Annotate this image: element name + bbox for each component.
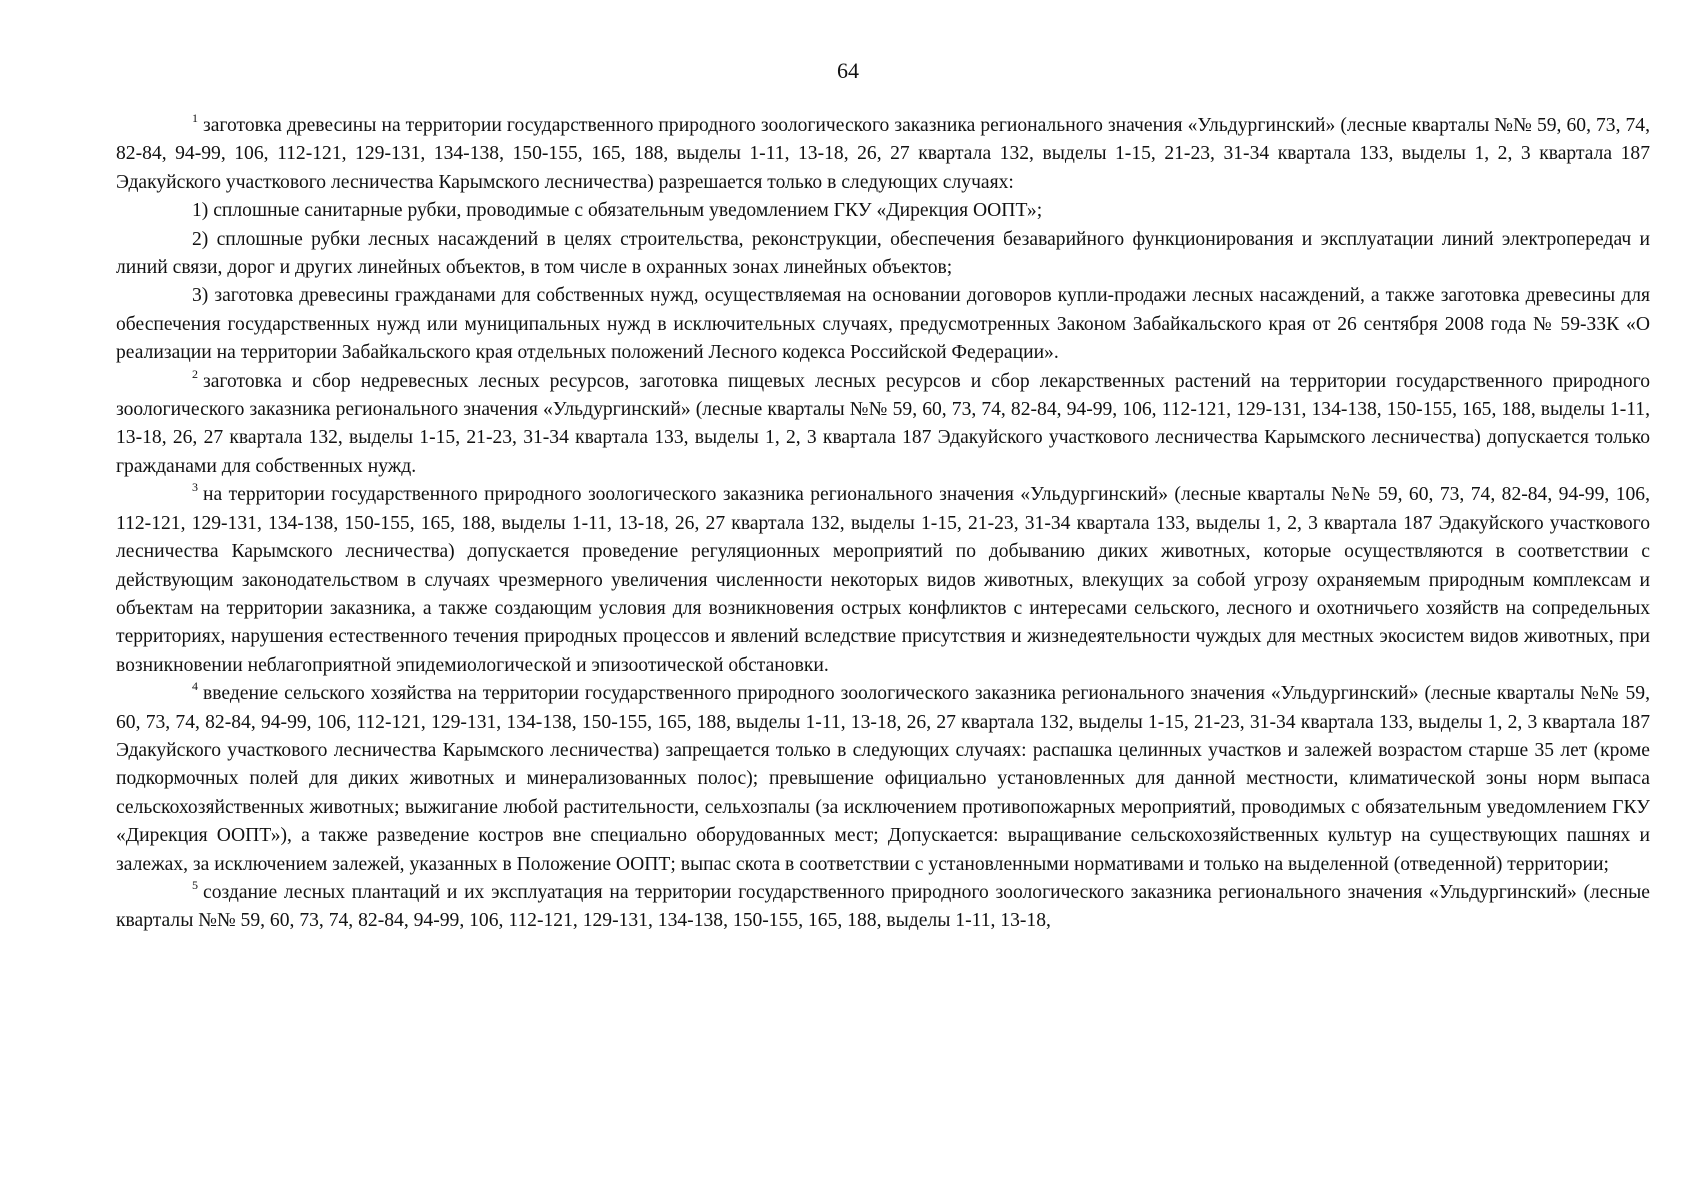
page-number: 64 [837,58,859,83]
footnote-marker: 3 [192,480,198,495]
list-item-text: 2) сплошные рубки лесных насаждений в целях строительства, реконструкции, обеспечения безаварийного функционирования и эксплуатации линий электропередач и линий связи, дорог и других линейных объектов, в том числе в охранных зонах линейных объектов; [116,228,1650,279]
footnote-text: заготовка и сбор недревесных лесных ресурсов, заготовка пищевых лесных ресурсов и сбор лекарственных растений на территории государственного природного зоологического заказника регионального значения «Ульдургинский» (лесные кварталы №№ 59, 60, 73, 74, 82-84, 94-99, 106, 112-121, 129-131, 134-138, 150-155, 165, 188, выделы 1-11, 13-18, 26, 27 квартала 132, выделы 1-15, 21-23, 31-34 квартала 133, выделы 1, 2, 3 квартала 187 Эдакуйского участкового лесничества Карымского лесничества) допускается только гражданами для собственных нужд. [116,370,1650,477]
footnote-paragraph [116,680,1650,879]
list-item-text: 1) сплошные санитарные рубки, проводимые с обязательным уведомлением ГКУ «Дирекция ООПТ»; [192,200,1043,222]
footnote-paragraph [116,879,1650,936]
footnote-marker: 1 [192,111,198,125]
footnote-marker: 5 [192,877,198,892]
list-item [116,282,1650,367]
footnote-paragraph [116,368,1650,482]
footnote-text: введение сельского хозяйства на территории государственного природного зоологического заказника регионального значения «Ульдургинский» (лесные кварталы №№ 59, 60, 73, 74, 82-84, 94-99, 106, 112-121, 129-131, 134-138, 150-155, 165, 188, выделы 1-11, 13-18, 26, 27 квартала 132, выделы 1-15, 21-23, 31-34 квартала 133, выделы 1, 2, 3 квартала 187 Эдакуйского участкового лесничества Карымского лесничества) запрещается только в следующих случаях: распашка целинных участков и залежей возрастом старше 35 лет (кроме подкормочных полей для диких животных и минерализованных полос); превышение официально установленных для данной местности, климатической зоны норм выпаса сельскохозяйственных животных; выжигание любой растительности, сельхозпалы (за исключением противопожарных мероприятий, проводимых с обязательным уведомлением ГКУ «Дирекция ООПТ»), а также разведение костров вне специально оборудованных мест; Допускается: выращивание сельскохозяйственных культур на существующих пашнях и залежах, за исключением залежей, указанных в Положение ООПТ; выпас скота в соответствии с установленными нормативами и только на выделенной (отведенной) территории; [116,683,1650,875]
footnote-text: на территории государственного природного зоологического заказника регионального значения «Ульдургинский» (лесные кварталы №№ 59, 60, 73, 74, 82-84, 94-99, 106, 112-121, 129-131, 134-138, 150-155, 165, 188, выделы 1-11, 13-18, 26, 27 квартала 132, выделы 1-15, 21-23, 31-34 квартала 133, выделы 1, 2, 3 квартала 187 Эдакуйского участкового лесничества Карымского лесничества) допускается проведение регуляционных мероприятий по добыванию диких животных, которые осуществляются в соответствии с действующим законодательством в случаях чрезмерного увеличения численности некоторых видов животных, влекущих за собой угрозу охраняемым природным комплексам и объектам на территории заказника, а также создающим условия для возникновения острых конфликтов с интересами сельского, лесного и охотничьего хозяйств на сопредельных территориях, нарушения естественного течения природных процессов и явлений вследствие присутствия и жизнедеятельности чуждых для местных экосистем видов животных, при возникновении неблагоприятной эпидемиологической и эпизоотической обстановки. [116,484,1650,676]
footnotes-body [116,112,1650,936]
footnote-text: создание лесных плантаций и их эксплуатация на территории государственного природного зоологического заказника регионального значения «Ульдургинский» (лесные кварталы №№ 59, 60, 73, 74, 82-84, 94-99, 106, 112-121, 129-131, 134-138, 150-155, 165, 188, выделы 1-11, 13-18, [116,881,1650,932]
footnote-paragraph [116,481,1650,680]
list-item [116,226,1650,283]
footnote-marker: 2 [192,366,198,381]
footnote-text: заготовка древесины на территории государственного природного зоологического заказника регионального значения «Ульдургинский» (лесные кварталы №№ 59, 60, 73, 74, 82-84, 94-99, 106, 112-121, 129-131, 134-138, 150-155, 165, 188, выделы 1-11, 13-18, 26, 27 квартала 132, выделы 1-15, 21-23, 31-34 квартала 133, выделы 1, 2, 3 квартала 187 Эдакуйского участкового лесничества Карымского лесничества) разрешается только в следующих случаях: [116,115,1650,193]
footnote-marker: 4 [192,679,198,694]
list-item [116,197,1650,225]
footnote-paragraph [116,112,1650,197]
list-item-text: 3) заготовка древесины гражданами для собственных нужд, осуществляемая на основании договоров купли-продажи лесных насаждений, а также заготовка древесины для обеспечения государственных нужд или муниципальных нужд в исключительных случаях, предусмотренных Законом Забайкальского края от 26 сентября 2008 года № 59-ЗЗК «О реализации на территории Забайкальского края отдельных положений Лесного кодекса Российской Федерации». [116,285,1650,364]
